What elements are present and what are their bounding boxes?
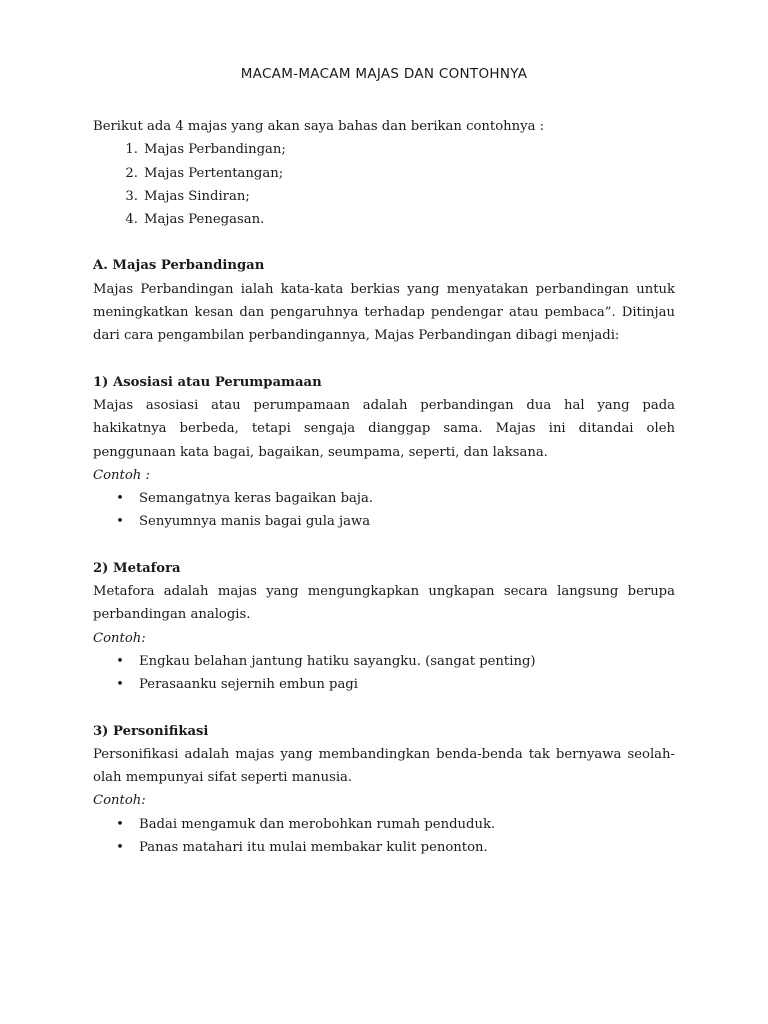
- list-item: [93, 650, 675, 673]
- document-title: MACAM-MACAM MAJAS DAN CONTOHNYA: [240, 66, 528, 82]
- list-item: [93, 813, 675, 836]
- section-a-body: Majas Perbandingan ialah kata-kata berkias yang menyatakan perbandingan untuk meningkatkan kesan dan pengaruhnya terhadap pendengar atau pembaca”. Ditinjau dari cara pengambilan perbandingannya, Majas Perbandingan dibagi menjadi:: [93, 281, 675, 344]
- subsection-heading: 2) Metafora: [93, 560, 181, 576]
- bullet-icon: •: [116, 840, 124, 856]
- example-label: Contoh:: [93, 793, 146, 809]
- bullet-icon: •: [116, 514, 124, 530]
- list-text: Majas Perbandingan;: [144, 142, 286, 158]
- list-text: Majas Penegasan.: [144, 212, 265, 228]
- bullet-icon: •: [116, 677, 124, 693]
- bullet-icon: •: [116, 653, 124, 669]
- section-a-heading: A. Majas Perbandingan: [93, 258, 265, 274]
- example-text: Panas matahari itu mulai membakar kulit penonton.: [139, 840, 488, 856]
- list-item: [93, 162, 675, 185]
- subsection-body: Majas asosiasi atau perumpamaan adalah perbandingan dua hal yang pada hakikatnya berbeda, tetapi sengaja dianggap sama. Majas ini ditandai oleh penggunaan kata bagai, bagaikan, seumpama, seperti, dan laksana.: [93, 397, 675, 460]
- example-list: [93, 813, 675, 860]
- subsection-body: Personifikasi adalah majas yang membandingkan benda-benda tak bernyawa seolah-olah mempunyai sifat seperti manusia.: [93, 746, 675, 786]
- list-number: 3.: [125, 188, 138, 204]
- example-text: Engkau belahan jantung hatiku sayangku. (sangat penting): [139, 653, 536, 669]
- example-list: [93, 487, 675, 534]
- example-text: Senyumnya manis bagai gula jawa: [139, 514, 371, 530]
- bullet-icon: •: [116, 816, 124, 832]
- list-number: 4.: [125, 212, 138, 228]
- example-label: Contoh:: [93, 630, 146, 646]
- list-item: [93, 138, 675, 161]
- subsection-body: Metafora adalah majas yang mengungkapkan ungkapan secara langsung berupa perbandingan analogis.: [93, 584, 675, 623]
- list-item: [93, 836, 675, 859]
- list-item: [93, 510, 675, 533]
- subsection-heading: 3) Personifikasi: [93, 723, 209, 739]
- example-list: [93, 650, 675, 697]
- bullet-icon: •: [116, 491, 124, 507]
- majas-type-list: [93, 138, 675, 231]
- intro-paragraph: Berikut ada 4 majas yang akan saya bahas dan berikan contohnya :: [93, 119, 545, 134]
- list-item: [93, 208, 675, 231]
- document-body: [93, 115, 675, 859]
- list-item: [93, 673, 675, 696]
- list-item: [93, 185, 675, 208]
- example-label: Contoh :: [93, 467, 150, 483]
- list-item: [93, 487, 675, 510]
- list-number: 1.: [125, 142, 138, 158]
- example-text: Perasaanku sejernih embun pagi: [139, 677, 358, 693]
- example-text: Semangatnya keras bagaikan baja.: [139, 491, 374, 507]
- list-text: Majas Sindiran;: [144, 188, 250, 204]
- list-text: Majas Pertentangan;: [144, 165, 284, 181]
- example-text: Badai mengamuk dan merobohkan rumah penduduk.: [139, 816, 496, 832]
- subsection-heading: 1) Asosiasi atau Perumpamaan: [93, 374, 322, 390]
- list-number: 2.: [125, 165, 138, 181]
